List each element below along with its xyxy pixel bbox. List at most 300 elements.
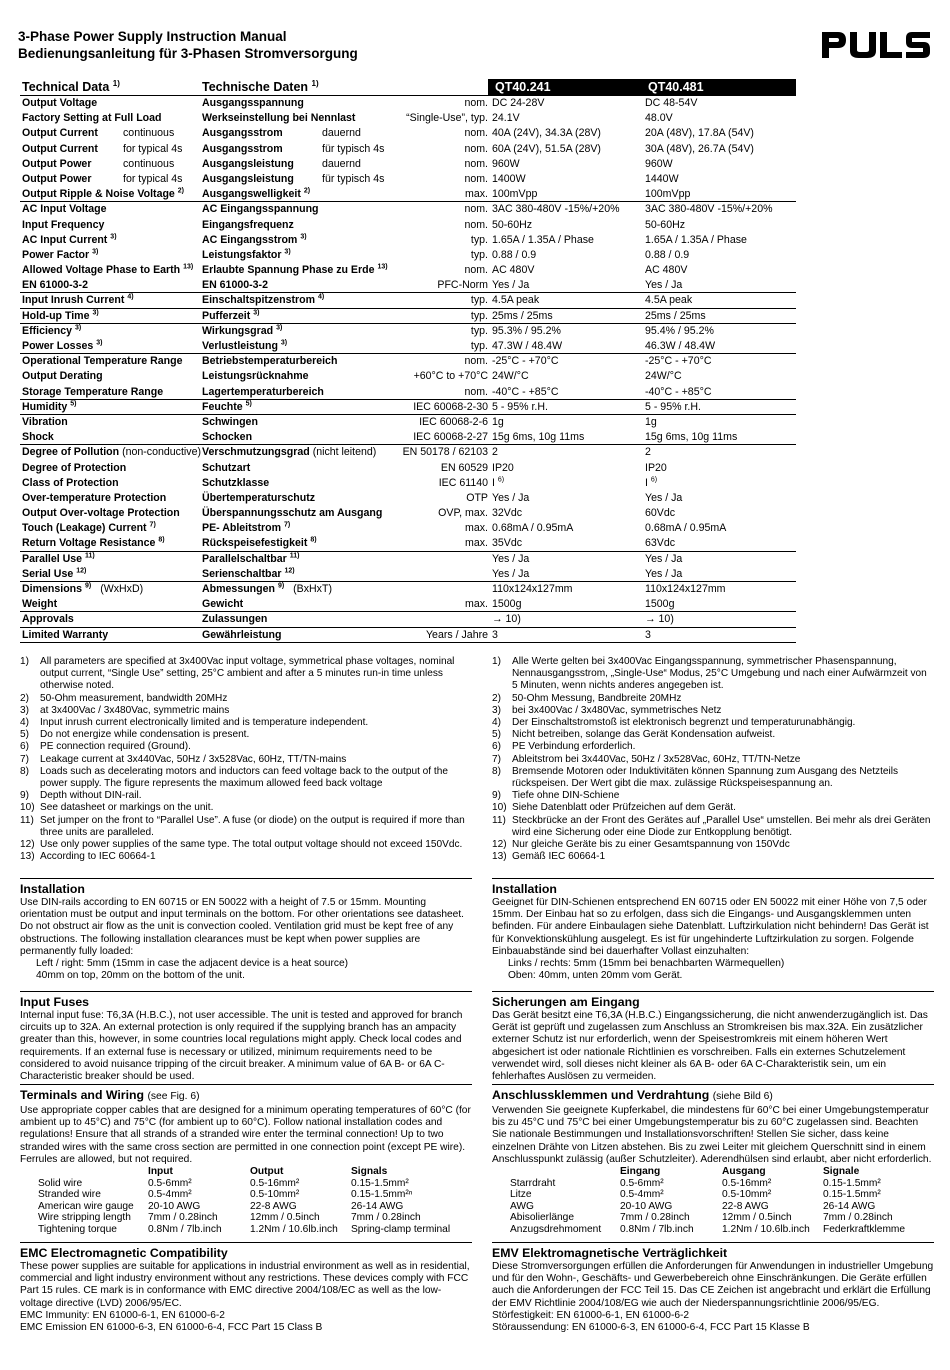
figure-reference: (siehe Bild 6) xyxy=(712,1091,773,1102)
wiring-cell: 0.8Nm / 7lb.inch xyxy=(148,1223,222,1235)
value-qt40-481 xyxy=(645,354,711,369)
param-label: PE- Ableitstrom xyxy=(202,522,282,535)
param-qualifier: für typisch 4s xyxy=(322,142,385,155)
param-name-en xyxy=(22,430,54,445)
spec-row xyxy=(20,430,796,445)
value-type: nom. xyxy=(464,127,488,140)
param-name-en xyxy=(22,233,117,248)
model-qt40-481: QT40.481 xyxy=(648,80,704,94)
param-name-de xyxy=(202,202,319,217)
footnote xyxy=(20,802,472,814)
wiring-column-header xyxy=(38,1166,148,1178)
value-qt40-241 xyxy=(492,339,562,354)
value-qt40-241 xyxy=(492,111,520,126)
footnote xyxy=(20,839,472,851)
value-text: 95.4% / 95.2% xyxy=(645,324,714,337)
footnote-text: See datasheet or markings on the unit. xyxy=(40,802,214,814)
value-type: OVP, max. xyxy=(438,507,488,520)
footnote-ref: 12) xyxy=(76,567,87,575)
value-type: Years / Jahre xyxy=(425,628,488,641)
wiring-cell: 0.5-4mm² xyxy=(148,1189,192,1201)
value-text: 1.65A / 1.35A / Phase xyxy=(492,233,594,246)
param-name-de xyxy=(202,552,299,567)
footnote-ref: 3) xyxy=(280,339,288,347)
clearance-line: Left / right: 5mm (15mm in case the adjacent device is a heat source) xyxy=(36,958,348,970)
installation-de xyxy=(492,878,934,982)
value-text: 0.68mA / 0.95mA xyxy=(645,522,727,535)
param-name-en xyxy=(22,552,95,567)
footnote-ref: 4) xyxy=(127,293,134,301)
param-name-en xyxy=(22,293,134,308)
wiring-row-label: Starrdraht xyxy=(510,1177,556,1189)
value-text: Yes / Ja xyxy=(645,552,683,565)
value-qt40-481 xyxy=(645,536,675,551)
footnote-text: Set jumper on the front to “Parallel Use”. A fuse (or diode) on the output is required if more than three units are paralleled. xyxy=(40,814,465,838)
value-qt40-481 xyxy=(645,126,754,141)
table-header xyxy=(20,79,796,96)
section-body: Diese Stromversorgungen erfüllen die Anforderungen für Anwendungen in industrieller Umgebung und für den Wohn-, Geschäfts- und Gewerbebereich ohne Einschränkungen. Die Geräte erfüllen auch die Anforderungen der FCC Teil 15. Das CE Zeichen ist angebracht und erklärt die Erfüllung der EMV Richtlinie 2004/108/EG wie auch der Niederspannungsrichtlinie 2006/95/EG. xyxy=(492,1261,934,1309)
value-text: 15g 6ms, 10g 11ms xyxy=(645,431,738,444)
param-label: EN 61000-3-2 xyxy=(202,279,268,292)
param-name-de xyxy=(202,506,382,521)
footnote-number: 11) xyxy=(492,814,506,826)
param-label: Betriebstemperaturbereich xyxy=(202,355,338,368)
value-text: 24W/°C xyxy=(645,370,682,383)
value-qt40-481 xyxy=(645,293,692,308)
wiring-row-label: Litze xyxy=(510,1189,532,1201)
value-text: 5 - 95% r.H. xyxy=(492,400,548,413)
emc-immunity: Störfestigkeit: EN 61000-6-1, EN 61000-6-2 xyxy=(492,1309,690,1321)
section-body: Geeignet für DIN-Schienen entsprechend EN 60715 oder EN 50022 mit einer Höhe von 7,5 oder 15mm. Der Einbau hat so zu erfolgen, dass sich die Eingangs- und Ausgangsklemmen unten befinden. Für andere Einbaulagen siehe Datenblatt. Luftzirkulation nicht behindern! Das Gerät ist für Konvektionskühlung ausgelegt. Es ist für ungehinderte Luftzirkulation zu sorgen. Folgende Einbauabstände sind bei dauerhafter Vollast einzuhalten: xyxy=(492,897,929,957)
section-body: These power supplies are suitable for applications in industrial environment as well as in residential, commercial and light industry environment without any restrictions. These devices comply with FCC Part 15 rules. CE mark is in conformance with EMC directive 2004/108/EC as well as the low-voltage directive (LVD) 2006/95/EC. xyxy=(20,1261,470,1309)
value-qt40-241 xyxy=(492,415,504,430)
section-body: Internal input fuse: T6,3A (H.B.C.), not user accessible. The unit is tested and approved for branch circuits up to 32A. An external protection is only required if the supplying branch has an ampacity greater than this, however, in some countries local regulations might apply. Check local codes and requirements. If an external fuse is necessary or utilized, minimum requirements need to be considered to avoid nuisance tripping of the circuit breaker. A minimum value of 6A B- or 6A C-Characteristic breaker should be used. xyxy=(20,1010,463,1083)
param-name-en xyxy=(22,263,193,278)
param-name-en xyxy=(22,142,98,157)
spec-row xyxy=(20,142,796,157)
value-qt40-241 xyxy=(492,157,520,172)
footnote-ref: 3) xyxy=(253,309,260,317)
value-qt40-481 xyxy=(645,278,682,293)
footnote-ref: 13) xyxy=(183,263,194,271)
param-name-en xyxy=(22,278,88,293)
param-label: Output Ripple & Noise Voltage xyxy=(22,188,175,201)
wiring-row-label: American wire gauge xyxy=(38,1200,134,1212)
param-name-en xyxy=(22,339,102,354)
param-name-en xyxy=(22,172,91,187)
value-text: 3 xyxy=(492,628,498,641)
footnote-number: 2) xyxy=(20,692,29,704)
value-qt40-481 xyxy=(645,430,737,445)
footnote xyxy=(492,705,934,717)
value-type: EN 60529 xyxy=(440,461,488,474)
param-label: Operational Temperature Range xyxy=(22,355,183,368)
value-qt40-481 xyxy=(645,248,689,263)
value-type: typ. xyxy=(470,324,488,337)
wiring-table-de xyxy=(492,1166,934,1236)
value-qt40-241 xyxy=(492,369,529,384)
footnote-ref: 3) xyxy=(75,324,82,332)
wiring-row-label: Solid wire xyxy=(38,1177,83,1189)
param-label: Werkseinstellung bei Nennlast xyxy=(202,112,356,125)
footnote-text: PE connection required (Ground). xyxy=(40,741,191,753)
param-label: Input Inrush Current xyxy=(22,294,125,307)
param-label: Ausgangsleistung xyxy=(202,172,294,185)
title-en: 3-Phase Power Supply Instruction Manual xyxy=(18,29,287,44)
value-type: typ. xyxy=(470,340,488,352)
spec-row xyxy=(20,96,796,111)
value-type: IEC 60068-2-27 xyxy=(413,431,488,444)
param-label: Parallel Use xyxy=(22,552,83,565)
param-label: Power Losses xyxy=(22,340,94,352)
value-text: Yes / Ja xyxy=(492,552,530,565)
param-label: Limited Warranty xyxy=(22,628,109,641)
value-text: 63Vdc xyxy=(645,537,676,550)
param-qualifier: (WxHxD) xyxy=(100,583,144,595)
wiring-row-label: Stranded wire xyxy=(38,1189,101,1201)
value-qt40-241 xyxy=(492,293,539,308)
param-name-en xyxy=(22,324,81,339)
wiring-cell: 7mm / 0.28inch xyxy=(351,1212,421,1224)
param-label: Verschmutzungsgrad xyxy=(202,446,310,459)
footnote xyxy=(492,790,934,802)
footnote-ref: 8) xyxy=(158,536,165,544)
value-type: OTP xyxy=(466,491,488,504)
value-qt40-241 xyxy=(492,278,529,293)
footnote-number: 10) xyxy=(492,802,507,814)
footnote xyxy=(20,729,472,741)
section-title-text: Terminals and Wiring xyxy=(20,1088,145,1102)
value-text: 1500g xyxy=(645,598,675,611)
value-text: 0.88 / 0.9 xyxy=(492,248,537,261)
value-qt40-241 xyxy=(492,142,601,157)
param-name-de xyxy=(202,582,332,597)
footnote-text: Nicht betreiben, solange das Gerät Kondensation aufweist. xyxy=(512,729,776,741)
spec-row xyxy=(20,233,796,248)
param-label: Schutzart xyxy=(202,461,251,474)
value-text: Yes / Ja xyxy=(645,491,683,504)
footnote xyxy=(492,815,934,839)
footnote-ref: 7) xyxy=(149,521,156,529)
value-qt40-241 xyxy=(492,218,532,233)
wiring-cell: 12mm / 0.5inch xyxy=(722,1212,792,1224)
value-qt40-481 xyxy=(645,612,674,627)
value-qt40-481 xyxy=(645,309,706,324)
value-qt40-241 xyxy=(492,202,620,217)
wiring-cell: 26-14 AWG xyxy=(823,1200,876,1212)
param-name-de xyxy=(202,597,243,612)
wiring-cell: 20-10 AWG xyxy=(620,1200,673,1212)
value-text: Yes / Ja xyxy=(645,279,683,292)
value-text: 25ms / 25ms xyxy=(645,309,706,322)
value-text: Yes / Ja xyxy=(645,567,683,580)
value-type: IEC 61140 xyxy=(438,476,488,489)
value-text: DC 48-54V xyxy=(645,97,698,109)
param-label: Eingangsfrequenz xyxy=(202,218,294,231)
spec-row xyxy=(20,157,796,172)
param-name-en xyxy=(22,111,162,126)
value-qt40-481 xyxy=(645,491,682,506)
footnote-ref: 6) xyxy=(650,476,658,484)
footnote-number: 9) xyxy=(492,790,501,802)
footnote-ref: 6) xyxy=(497,476,505,484)
param-qualifier: for typical 4s xyxy=(123,172,183,185)
input-fuses-de xyxy=(492,991,934,1083)
model-qt40-241: QT40.241 xyxy=(495,80,551,94)
footnote xyxy=(20,705,472,717)
value-qt40-481 xyxy=(645,597,674,612)
value-qt40-481 xyxy=(645,142,754,157)
value-qt40-481 xyxy=(645,218,685,233)
value-text: 0.68mA / 0.95mA xyxy=(492,522,574,535)
value-qt40-241 xyxy=(492,612,521,627)
wiring-row-label: AWG xyxy=(510,1200,534,1212)
value-qt40-241 xyxy=(492,172,526,187)
value-qt40-481 xyxy=(645,506,675,521)
param-label: Dimensions xyxy=(22,583,83,595)
param-label: Ausgangsspannung xyxy=(202,97,304,109)
param-name-en xyxy=(22,415,68,430)
value-text: -25°C - +70°C xyxy=(492,355,559,368)
param-label: Rückspeisefestigkeit xyxy=(202,537,308,550)
value-qt40-241 xyxy=(492,461,514,476)
param-name-en xyxy=(22,506,180,521)
value-text: 4.5A peak xyxy=(645,294,693,307)
param-name-en xyxy=(22,521,156,536)
spec-row xyxy=(20,324,796,339)
value-type: typ. xyxy=(470,294,488,307)
value-text: I xyxy=(645,476,648,489)
param-name-en xyxy=(22,476,119,491)
param-name-de xyxy=(202,476,269,491)
param-label: Over-temperature Protection xyxy=(22,491,167,504)
footnote-ref: 5) xyxy=(245,400,252,408)
wiring-cell: 7mm / 0.28inch xyxy=(148,1212,218,1224)
footnote xyxy=(20,790,472,802)
footnote-number: 5) xyxy=(492,729,501,741)
param-label: Output Current xyxy=(22,127,98,140)
value-qt40-481 xyxy=(645,445,651,460)
footnote xyxy=(492,802,934,814)
param-label: Efficiency xyxy=(22,324,73,337)
param-label: Schocken xyxy=(202,431,253,444)
value-text: 40A (24V), 34.3A (28V) xyxy=(492,127,601,140)
value-text: 100mVpp xyxy=(645,188,691,201)
spec-row xyxy=(20,445,796,460)
header-technical-data xyxy=(22,79,120,96)
value-type: nom. xyxy=(464,172,488,185)
value-text: AC 480V xyxy=(492,264,535,277)
value-type: typ. xyxy=(470,309,488,322)
param-label: Input Frequency xyxy=(22,218,105,231)
wiring-cell: Federkraftklemme xyxy=(823,1223,906,1235)
param-name-en xyxy=(22,202,107,217)
value-qt40-481 xyxy=(645,567,682,582)
footnote-ref: 12) xyxy=(284,567,295,575)
footnote-text: 50-Ohm Messung, Bandbreite 20MHz xyxy=(512,692,682,704)
footnote-number: 5) xyxy=(20,729,29,741)
value-text: 1g xyxy=(492,415,504,428)
footnote-text: PE Verbindung erforderlich. xyxy=(512,741,636,753)
value-qt40-481 xyxy=(645,339,715,354)
spec-row xyxy=(20,400,796,415)
param-label: Degree of Pollution xyxy=(22,446,120,459)
param-name-de xyxy=(202,385,324,400)
param-name-de xyxy=(202,218,294,233)
value-text: Yes / Ja xyxy=(492,567,530,580)
param-label: Touch (Leakage) Current xyxy=(22,522,147,535)
value-qt40-241 xyxy=(492,628,498,643)
param-label: Einschaltspitzenstrom xyxy=(202,294,316,307)
footnote xyxy=(20,754,472,766)
footnotes-de xyxy=(492,656,934,863)
section-body: Das Gerät besitzt eine T6,3A (H.B.C.) Eingangssicherung, die nicht anwenderzugänglich ist. Das Gerät ist geprüft und zugelassen zum Anschluss an Stromkreisen bis max.32A. Ein zusätzlicher externer Schutz ist nur erforderlich, wenn der Speisestromkreis mit einem höheren Wert abgesichert ist oder nationale Richtlinien es vorschreiben. Falls ein externes Schutzelement verwendet wird, soll dieses nicht kleiner als 6A B- oder 6A C-Charakteristik sein, um ein fehlerhaftes Auslösen zu vermeiden. xyxy=(492,1010,928,1083)
value-qt40-241 xyxy=(492,521,573,536)
spec-row xyxy=(20,491,796,506)
footnote-text: Ableitstrom bei 3x440Vac, 50Hz / 3x528Vac, 60Hz, TT/TN-Netze xyxy=(512,753,801,765)
value-text: 1.65A / 1.35A / Phase xyxy=(645,233,747,246)
param-name-de xyxy=(202,339,287,354)
spec-row xyxy=(20,521,796,536)
param-name-de xyxy=(202,567,295,582)
param-label: Return Voltage Resistance xyxy=(22,537,156,550)
param-label: AC Input Voltage xyxy=(22,203,107,216)
footnote-number: 8) xyxy=(492,765,501,777)
param-label: Abmessungen xyxy=(202,583,275,595)
param-label: AC Eingangsstrom xyxy=(202,233,298,246)
wiring-column-header: Signale xyxy=(823,1166,860,1178)
footnote-ref: 13) xyxy=(377,263,388,271)
param-label: Class of Protection xyxy=(22,476,119,489)
param-label: Output Derating xyxy=(22,370,103,383)
wiring-cell: 0.5-6mm² xyxy=(148,1177,192,1189)
footnote-text: Gemäß IEC 60664-1 xyxy=(512,851,606,863)
clearance-line: 40mm on top, 20mm on the bottom of the unit. xyxy=(36,970,245,982)
param-name-de xyxy=(202,142,283,157)
value-qt40-481 xyxy=(645,96,697,111)
value-text: 110x124x127mm xyxy=(492,583,573,595)
value-text: 48.0V xyxy=(645,112,673,125)
installation-en xyxy=(20,878,472,982)
footnote xyxy=(20,815,472,839)
footnote-number: 12) xyxy=(492,839,507,851)
param-label: Vibration xyxy=(22,415,68,428)
value-text: 60A (24V), 51.5A (28V) xyxy=(492,142,601,155)
wiring-cell: 22-8 AWG xyxy=(722,1200,769,1212)
param-label: Allowed Voltage Phase to Earth xyxy=(22,264,181,277)
param-qualifier: für typisch 4s xyxy=(322,172,385,185)
footnote-ref: 2) xyxy=(303,187,311,195)
value-text: I xyxy=(492,476,495,489)
param-name-en xyxy=(22,157,91,172)
footnote-ref: 3) xyxy=(110,233,117,241)
value-text: 960W xyxy=(492,157,520,170)
param-label: Storage Temperature Range xyxy=(22,385,164,398)
param-name-de xyxy=(202,354,337,369)
section-title: EMC Electromagnetic Compatibility xyxy=(20,1246,228,1260)
value-text: 100mVpp xyxy=(492,188,538,201)
param-label: Degree of Protection xyxy=(22,461,127,474)
param-label: Output Power xyxy=(22,157,92,170)
spec-row xyxy=(20,628,796,643)
param-name-en xyxy=(22,187,184,202)
footnote xyxy=(20,741,472,753)
param-label: Gewicht xyxy=(202,598,244,611)
clearance-line: Oben: 40mm, unten 20mm vom Gerät. xyxy=(508,970,683,982)
value-type: max. xyxy=(465,188,488,201)
value-qt40-481 xyxy=(645,187,690,202)
emc-en xyxy=(20,1242,472,1334)
param-name-en xyxy=(22,461,126,476)
param-label: Ausgangsstrom xyxy=(202,142,283,155)
spec-row xyxy=(20,597,796,612)
param-qualifier: (BxHxT) xyxy=(293,583,332,595)
value-text: 35Vdc xyxy=(492,537,523,550)
value-type: max. xyxy=(465,522,488,535)
wiring-row-label: Wire stripping length xyxy=(38,1212,131,1224)
footnote-number: 1) xyxy=(492,656,501,667)
param-name-de xyxy=(202,278,268,293)
value-qt40-481 xyxy=(645,369,682,384)
footnote-ref: 9) xyxy=(277,582,285,590)
param-qualifier: (non-conductive) xyxy=(122,446,201,459)
value-type: nom. xyxy=(464,157,488,170)
value-qt40-241 xyxy=(492,263,534,278)
footnote-text: at 3x400Vac / 3x480Vac, symmetric mains xyxy=(40,704,230,716)
value-qt40-481 xyxy=(645,476,657,491)
value-text: Yes / Ja xyxy=(492,491,530,504)
value-text: -40°C - +85°C xyxy=(492,385,559,398)
value-text: 15g 6ms, 10g 11ms xyxy=(492,431,585,444)
value-qt40-481 xyxy=(645,385,711,400)
spec-row xyxy=(20,111,796,126)
value-qt40-241 xyxy=(492,506,522,521)
param-label: AC Eingangsspannung xyxy=(202,203,319,216)
section-title: Installation xyxy=(20,882,85,896)
value-text: 24W/°C xyxy=(492,370,529,383)
value-type: nom. xyxy=(464,203,488,216)
value-qt40-241 xyxy=(492,96,544,111)
footnote-ref: 3) xyxy=(96,339,103,347)
param-name-en xyxy=(22,309,99,324)
footnote-ref: 3) xyxy=(92,248,99,256)
param-label: Ausgangsleistung xyxy=(202,157,294,170)
value-qt40-481 xyxy=(645,324,714,339)
footnote-number: 2) xyxy=(492,692,501,704)
value-text: 0.88 / 0.9 xyxy=(645,248,690,261)
footnote xyxy=(492,754,934,766)
value-type: typ. xyxy=(470,248,488,261)
section-body: Use appropriate copper cables that are designed for a minimum operating temperatures of 60°C (for ambient up to 45°C) and 75°C (for ambient up to 60°C). Follow national installation codes and regulations! Ensure that all strands of a stranded wire enter the terminal connection! Up to two stranded wires with the same cross section are permitted in one connection point (except PE wire). Ferrules are allowed, but not required. xyxy=(20,1105,471,1165)
param-name-de xyxy=(202,521,290,536)
param-name-de xyxy=(202,111,355,126)
footnote-text: Tiefe ohne DIN-Schiene xyxy=(512,790,620,802)
param-label: Serial Use xyxy=(22,567,74,580)
value-type: IEC 60068-2-6 xyxy=(419,415,488,428)
footnote-number: 4) xyxy=(20,717,29,729)
value-qt40-241 xyxy=(492,354,558,369)
value-text: 32Vdc xyxy=(492,507,523,520)
value-qt40-481 xyxy=(645,415,657,430)
value-qt40-241 xyxy=(492,187,537,202)
spec-row xyxy=(20,354,796,369)
footnote xyxy=(492,741,934,753)
param-name-de xyxy=(202,324,282,339)
spec-row xyxy=(20,476,796,491)
footnote-ref: 11) xyxy=(289,552,300,560)
param-name-en xyxy=(22,96,97,111)
value-qt40-481 xyxy=(645,582,725,597)
